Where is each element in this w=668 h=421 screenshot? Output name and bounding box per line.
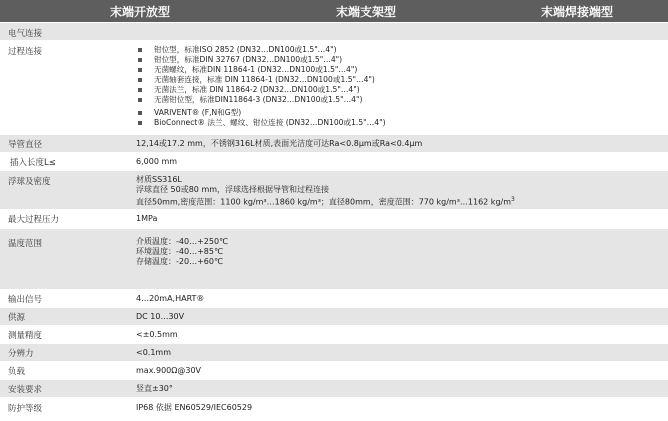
header-open-end: 末端开放型 [110, 5, 171, 19]
row-pressure [0, 210, 668, 228]
row-accuracy [0, 326, 668, 343]
value-guide-tube: 12,14或17.2 mm，不锈钢316L材质,表面光洁度可达Ra<0.8µm或Ra<0.4µm [136, 139, 423, 148]
list-item: 钳位型，标准DIN 32767 (DN32…DN100或1.5"…4") [138, 55, 386, 65]
value-install: 竖直±30° [136, 384, 173, 393]
bullet-icon [138, 48, 142, 52]
row-protection [0, 398, 668, 416]
row-install [0, 380, 668, 397]
list-item: 无菌法兰，标准 DIN 11864-2 (DN32…DN100或1.5"…4") [138, 85, 386, 95]
label-insert-length: 插入长度L≤ [10, 158, 56, 168]
label-guide-tube: 导管直径 [8, 140, 43, 150]
list-item: BioConnect® 法兰、螺纹、钳位连接 (DN32…DN100或1.5"…4") [138, 118, 386, 128]
label-process: 过程连接 [8, 47, 43, 57]
bullet-icon [138, 111, 142, 115]
value-output: 4…20mA,HART® [136, 294, 205, 303]
row-temperature [0, 229, 668, 289]
row-load [0, 362, 668, 379]
label-load: 负载 [8, 367, 26, 377]
row-output [0, 290, 668, 307]
float-material: 材质SS316L [136, 175, 182, 184]
process-list [138, 45, 386, 128]
value-pressure: 1MPa [136, 214, 158, 223]
storage-temperature: 存储温度：-20…+60℃ [136, 257, 223, 266]
row-resolution [0, 344, 668, 361]
bullet-icon [138, 88, 142, 92]
list-item: 无菌轴套连接，标准 DIN 11864-1 (DN32…DN100或1.5"…4") [138, 75, 386, 85]
value-temperature [136, 237, 228, 267]
medium-temperature: 介质温度：-40…+250℃ [136, 237, 229, 246]
row-float [0, 171, 668, 209]
ambient-temperature: 环境温度：-40…+85℃ [136, 247, 223, 256]
label-power: 供源 [8, 313, 26, 323]
list-item: VARIVENT® (F,N和G型) [138, 108, 386, 118]
value-insert-length: 6,000 mm [136, 157, 178, 166]
bullet-icon [138, 98, 142, 102]
list-item: 无菌螺纹，标准DIN 11864-1 (DN32…DN100或1.5"…4") [138, 65, 386, 75]
bullet-icon [138, 58, 142, 62]
list-item: 无菌钳位型，标准DIN11864-3 (DN32…DN100或1.5"…4") [138, 95, 386, 105]
label-electrical: 电气连接 [8, 29, 43, 39]
label-output: 输出信号 [8, 295, 43, 305]
header-welded-end: 末端焊接端型 [541, 5, 614, 19]
row-guide-tube [0, 135, 668, 152]
bullet-icon [138, 121, 142, 125]
label-float: 浮球及密度 [8, 177, 51, 187]
float-diameter: 浮球直径 50或80 mm，浮球选择根据导管和过程连接 [136, 185, 330, 194]
label-protection: 防护等级 [8, 404, 43, 414]
value-power: DC 10…30V [136, 312, 185, 321]
label-install: 安装要求 [8, 385, 43, 395]
row-process [0, 41, 668, 134]
value-load: max.900Ω@30V [136, 366, 202, 375]
list-item: 钳位型，标准ISO 2852 (DN32…DN100或1.5"…4") [138, 45, 386, 55]
value-float [136, 175, 515, 208]
row-power [0, 308, 668, 325]
bullet-icon [138, 78, 142, 82]
label-pressure: 最大过程压力 [8, 215, 60, 225]
value-accuracy: <±0.5mm [136, 330, 178, 339]
row-insert-length [0, 153, 668, 170]
float-density: 直径50mm,密度范围：1100 kg/m³…1860 kg/m³；直径80mm，密度范围：770 kg/m³…1162 $kg/m^3$ [136, 196, 515, 207]
header-bracket-end: 末端支架型 [336, 5, 397, 19]
table-header [0, 0, 668, 22]
value-resolution: <0.1mm [136, 348, 172, 357]
label-resolution: 分辨力 [8, 349, 34, 359]
label-accuracy: 测量精度 [8, 331, 43, 341]
value-protection: IP68 依据 EN60529/IEC60529 [136, 403, 253, 412]
bullet-icon [138, 68, 142, 72]
label-temperature: 温度范围 [8, 239, 43, 249]
row-electrical [0, 23, 668, 40]
